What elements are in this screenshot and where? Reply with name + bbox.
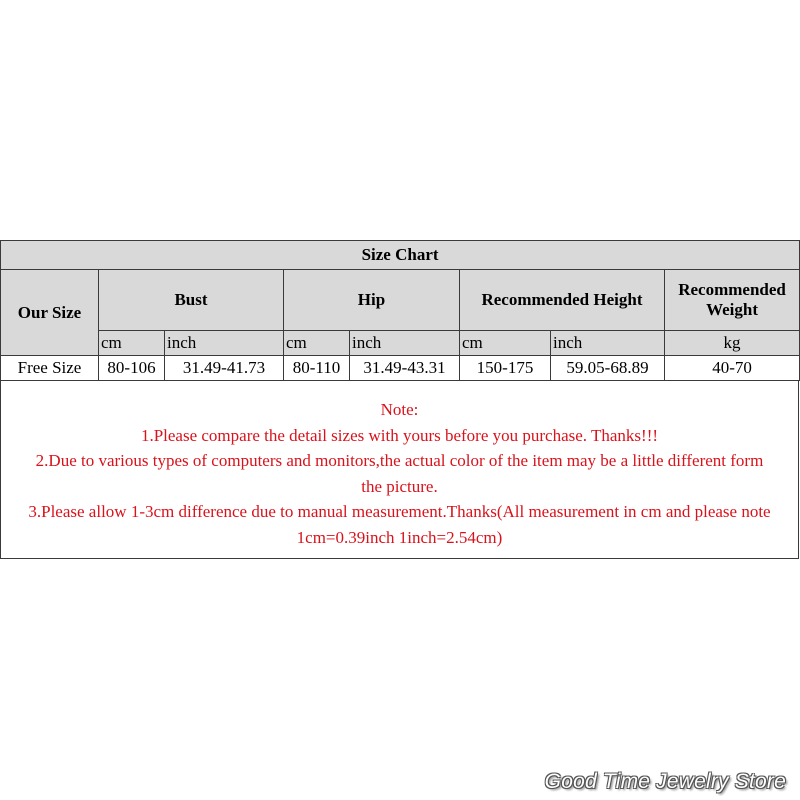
unit-hip-inch: inch [350, 331, 460, 356]
cell-hip-inch: 31.49-43.31 [350, 356, 460, 381]
cell-bust-inch: 31.49-41.73 [165, 356, 284, 381]
unit-bust-cm: cm [99, 331, 165, 356]
note-item-1: 1.Please compare the detail sizes with yours before you purchase. Thanks!!! [140, 425, 659, 445]
header-bust: Bust [99, 270, 284, 331]
unit-bust-inch: inch [165, 331, 284, 356]
size-chart-table [0, 240, 800, 381]
store-watermark: Good Time Jewelry Store [544, 770, 786, 793]
header-recommended-height: Recommended Height [460, 270, 665, 331]
note-item-2: 2.Due to various types of computers and monitors,the actual color of the item may be a little different form the picture. [35, 451, 764, 496]
cell-weight-kg: 40-70 [665, 356, 800, 381]
unit-height-inch: inch [551, 331, 665, 356]
header-our-size: Our Size [1, 270, 99, 356]
notes-panel [0, 381, 799, 559]
unit-weight-kg: kg [665, 331, 800, 356]
cell-bust-cm: 80-106 [99, 356, 165, 381]
unit-height-cm: cm [460, 331, 551, 356]
cell-size: Free Size [1, 356, 99, 381]
header-recommended-weight: Recommended Weight [665, 270, 800, 331]
unit-hip-cm: cm [284, 331, 350, 356]
table-row [1, 356, 800, 381]
cell-height-inch: 59.05-68.89 [551, 356, 665, 381]
note-heading: Note: [380, 400, 419, 419]
note-item-3: 3.Please allow 1-3cm difference due to manual measurement.Thanks(All measurement in cm and please note 1cm=0.39inch 1inch=2.54cm) [28, 502, 771, 547]
header-hip: Hip [284, 270, 460, 331]
cell-height-cm: 150-175 [460, 356, 551, 381]
table-title: Size Chart [1, 241, 800, 270]
cell-hip-cm: 80-110 [284, 356, 350, 381]
